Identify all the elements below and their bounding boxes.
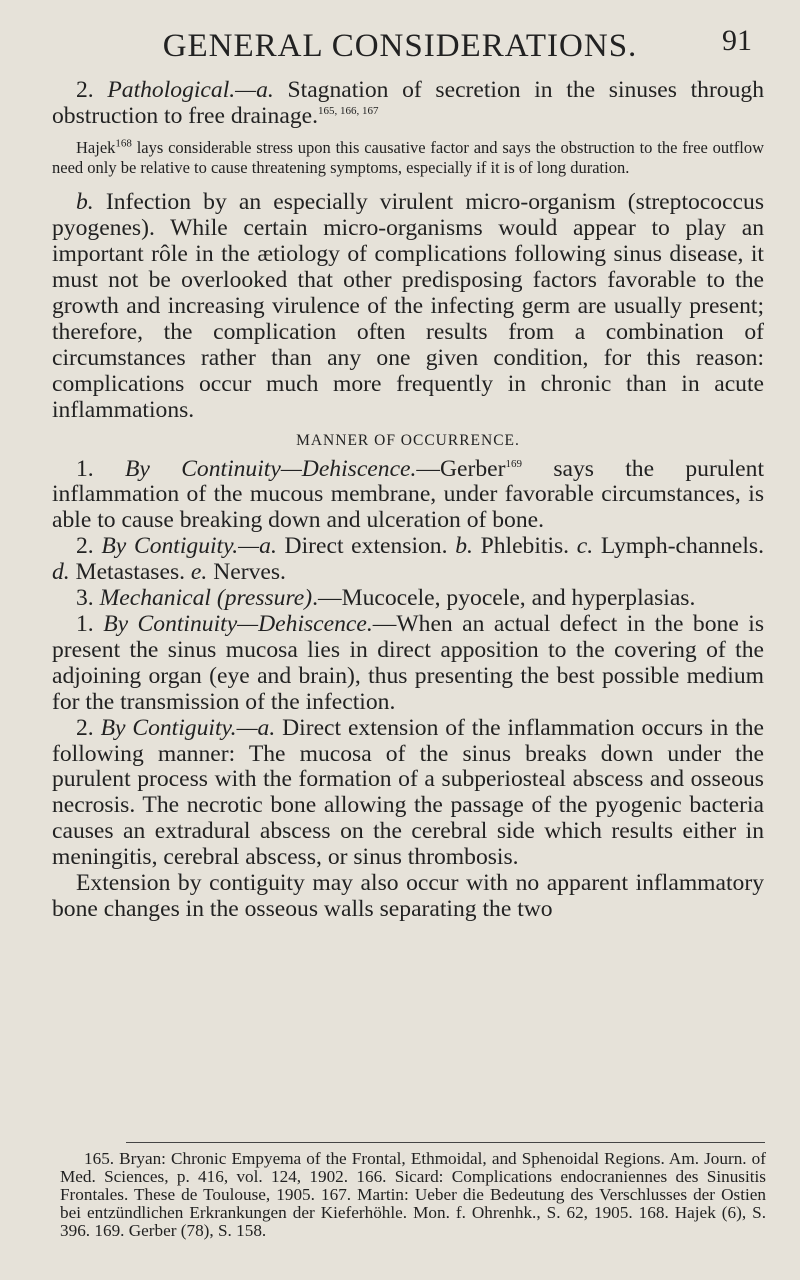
paragraph-infection (52, 190, 764, 423)
subitem-c-letter: c. (576, 533, 594, 560)
item-text: —When an actual defect in the bone is present the sinus mucosa lies in direct apposition to the covering of the adjoining organ (eye and brain), thus presenting the best possible medium for the transmission of the infection. (52, 611, 765, 715)
item-number: 2. (76, 714, 94, 741)
subitem-d: Metastases. (69, 559, 191, 586)
body-text (52, 78, 764, 923)
list-item-mechanical (52, 586, 764, 612)
author-name: Hajek (76, 137, 116, 157)
item-heading: By Continuity—Dehiscence. (103, 611, 373, 637)
subitem-a: Direct extension. (276, 533, 456, 560)
item-number: 3. (76, 585, 94, 612)
running-title: GENERAL CONSIDERATIONS. (162, 28, 638, 64)
item-heading: By Continuity—Dehiscence. (125, 455, 417, 482)
item-lead: —Gerber (416, 455, 506, 482)
item-letter: b. (76, 189, 94, 216)
footnote-rule (126, 1142, 765, 1143)
item-text: Direct extension of the inflammation occurs in the following manner: The mucosa of the sinus breaks down under the purulent process with the formation of a subperiosteal abscess and osseous necrosis. The necrotic bone allowing the passage of the pyogenic bacteria causes an extradural abscess on the cerebral side which results either in meningitis, cerebral abscess, or sinus thrombosis. (52, 714, 764, 871)
item-text: Stagnation of secretion in the sinuses through obstruction to free drainage. (52, 77, 764, 129)
subitem-d-letter: d. (52, 559, 70, 586)
item-number: 1. (76, 611, 94, 637)
note-text: lays considerable stress upon this causative factor and says the obstruction to the free outflow need only be relative to cause threatening symptoms, especially if it is of long duration. (52, 137, 764, 177)
note-hajek (52, 138, 764, 178)
subitem-e: Nerves. (207, 559, 286, 586)
running-header (0, 22, 800, 66)
item-heading: By Contiguity.—a. (101, 533, 277, 560)
item-number: 2. (76, 533, 94, 560)
subitem-c: Lymph-channels. (593, 533, 764, 560)
paragraph-pathological (52, 78, 764, 130)
item-text: .—Mucocele, pyocele, and hyperplasias. (312, 585, 696, 612)
reference-mark: 169 (505, 457, 523, 470)
item-heading: Mechanical (99, 585, 211, 612)
subitem-b: Phlebitis. (472, 533, 577, 560)
item-heading: Pathological.—a. (107, 77, 274, 103)
page-number: 91 (722, 24, 752, 57)
section-heading: MANNER OF OCCURRENCE. (296, 431, 520, 449)
footnote-text: 165. Bryan: Chronic Empyema of the Frontal, Ethmoidal, and Sphenoidal Regions. Am. Journ. of Med. Sciences, p. 416, vol. 124, 1902. 166. Sicard: Complications endocraniennes des Sinusitis Frontales. These de Toulouse, 1905. 167. Martin: Ueber die Bedeutung des Verschlusses der Ostien bei entzündlichen Erkrankungen der Kieferhöhle. Mon. f. Ohrenhk., S. 62, 1905. 168. Hajek (6), S. 396. 169. Gerber (78), S. 158. (60, 1149, 766, 1240)
item-text: Infection by an especially virulent micro-organism (streptococcus pyogenes). While certain micro-organisms would appear to play an important rôle in the ætiology of complications following sinus disease, it must not be overlooked that other predisposing factors favorable to the growth and increasing virulence of the infecting germ are usually present; therefore, the complication often results from a combination of circumstances rather than any one given condition, for this reason: complications occur much more frequently in chronic than in acute inflammations. (52, 189, 764, 423)
list-item-contiguity (52, 534, 764, 586)
item-heading: By Contiguity.—a. (100, 714, 276, 741)
footnotes (60, 1150, 766, 1240)
reference-mark: 168 (115, 137, 132, 150)
paragraph-extension-contiguity: Extension by contiguity may also occur with no apparent inflammatory bone changes in the osseous walls separating the two (52, 870, 764, 922)
paragraph-dehiscence (52, 612, 764, 716)
list-item-continuity (52, 457, 764, 535)
item-number: 2. (76, 77, 94, 103)
reference-marks: 165, 166, 167 (317, 105, 379, 118)
subitem-b-letter: b. (455, 533, 473, 560)
subitem-e-letter: e. (190, 559, 208, 586)
item-heading-paren: (pressure) (216, 585, 313, 612)
item-text: says the purulent inflammation of the mucous membrane, under favorable circumstances, is able to cause breaking down and ulceration of bone. (52, 455, 764, 534)
paragraph-direct-extension (52, 716, 764, 871)
item-number: 1. (76, 455, 94, 482)
